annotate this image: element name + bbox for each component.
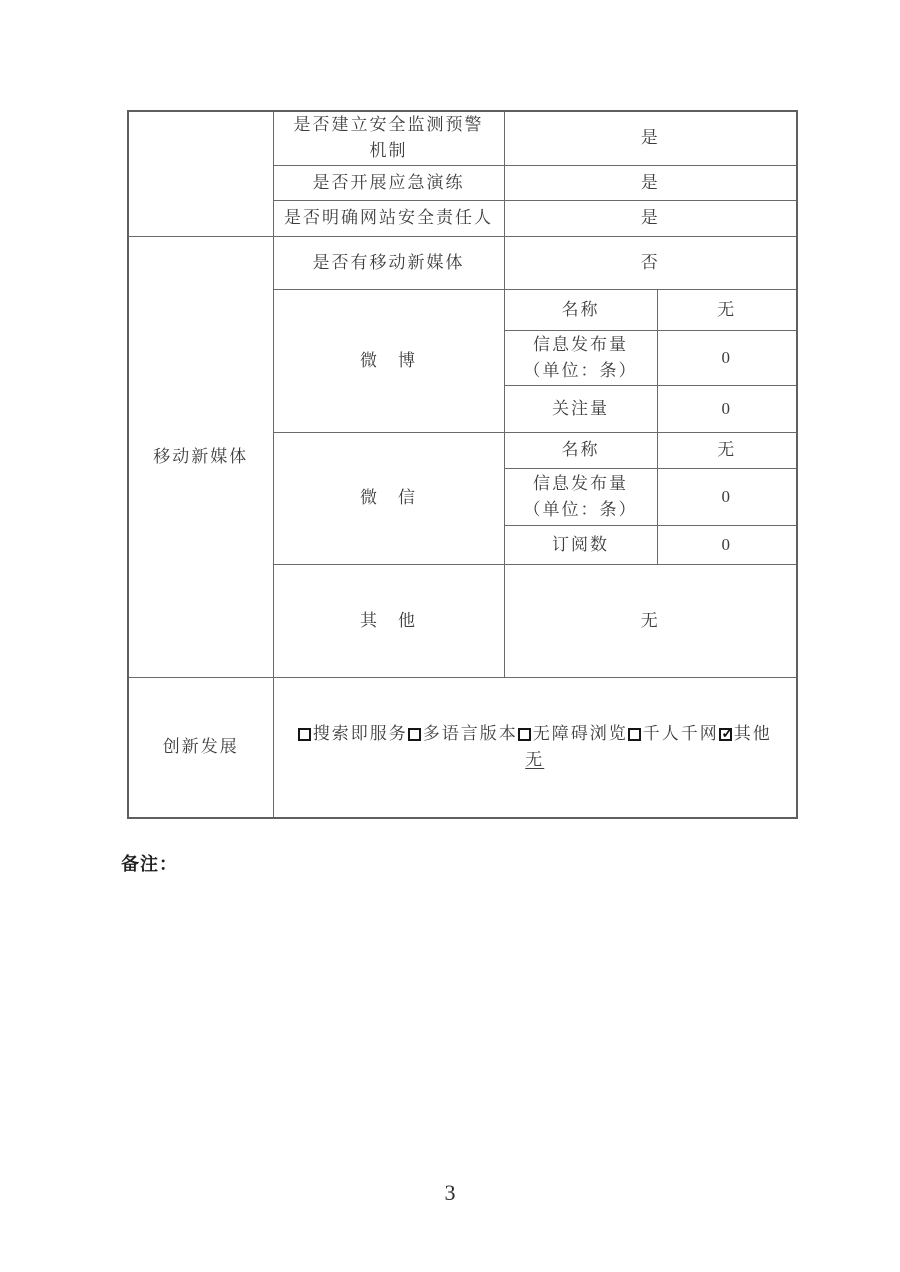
value-wechat-subscribers: 0 — [657, 525, 797, 564]
checkbox-checked-icon — [719, 728, 732, 741]
row-label-emergency-drill: 是否开展应急演练 — [273, 165, 504, 200]
value-has-mobile-media: 否 — [504, 236, 797, 289]
innovation-option-personalized — [628, 724, 719, 743]
checkbox-unchecked-icon — [628, 728, 641, 741]
row-label-wechat-posts — [504, 468, 657, 525]
innovation-option-multilang — [408, 724, 518, 743]
remarks-label: 备注： — [121, 854, 178, 874]
innovation-option-other — [719, 724, 772, 743]
subcategory-weibo: 微 博 — [273, 289, 504, 432]
category-mobile-media: 移动新媒体 — [128, 236, 273, 677]
value-other-media: 无 — [504, 564, 797, 677]
subcategory-wechat: 微 信 — [273, 432, 504, 564]
label-line: 信息发布量 — [533, 334, 628, 354]
row-label-weibo-posts — [504, 330, 657, 385]
checkbox-unchecked-icon — [298, 728, 311, 741]
row-label-security-monitoring — [273, 111, 504, 165]
innovation-option-label: 搜索即服务 — [312, 724, 408, 744]
value-security-monitoring: 是 — [504, 111, 797, 165]
value-weibo-followers: 0 — [657, 385, 797, 432]
row-label-wechat-subscribers: 订阅数 — [504, 525, 657, 564]
value-wechat-posts: 0 — [657, 468, 797, 525]
row-label-weibo-followers: 关注量 — [504, 385, 657, 432]
row-label-has-mobile-media: 是否有移动新媒体 — [273, 236, 504, 289]
label-line: （单位：条） — [523, 499, 638, 519]
label-line: （单位：条） — [523, 360, 638, 380]
row-label-security-responsible: 是否明确网站安全责任人 — [273, 200, 504, 236]
page-number: 3 — [444, 1180, 456, 1205]
row-label-weibo-name: 名称 — [504, 289, 657, 330]
subcategory-other: 其 他 — [273, 564, 504, 677]
label-line: 机制 — [369, 141, 408, 161]
label-line: 信息发布量 — [533, 473, 628, 493]
category-innovation: 创新发展 — [128, 677, 273, 818]
label-line: 是否建立安全监测预警 — [293, 115, 484, 135]
innovation-option-label: 多语言版本 — [422, 724, 518, 744]
innovation-option-label: 其他 — [733, 724, 772, 744]
innovation-other-value: 无 — [525, 750, 545, 770]
checkbox-unchecked-icon — [408, 728, 421, 741]
innovation-option-label: 无障碍浏览 — [532, 724, 628, 744]
innovation-option-label: 千人千网 — [642, 724, 719, 744]
innovation-option-accessibility — [518, 724, 628, 743]
category-cell-empty — [128, 111, 273, 236]
value-emergency-drill: 是 — [504, 165, 797, 200]
innovation-options-line — [274, 721, 797, 747]
value-security-responsible: 是 — [504, 200, 797, 236]
annual-report-table — [127, 110, 798, 819]
value-weibo-posts: 0 — [657, 330, 797, 385]
value-wechat-name: 无 — [657, 432, 797, 468]
checkbox-unchecked-icon — [518, 728, 531, 741]
innovation-options-cell — [273, 677, 797, 818]
value-weibo-name: 无 — [657, 289, 797, 330]
row-label-wechat-name: 名称 — [504, 432, 657, 468]
innovation-option-search — [298, 724, 408, 743]
